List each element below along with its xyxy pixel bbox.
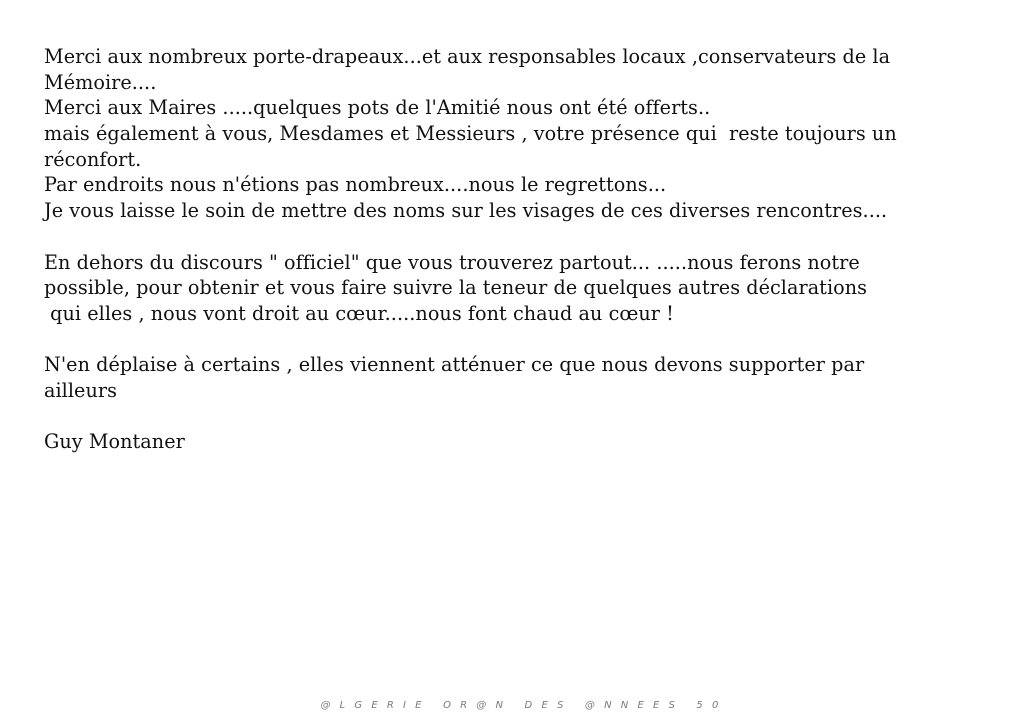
letter-line-3: Merci aux Maires .....quelques pots de l'Amitié nous ont été offerts.. xyxy=(44,96,711,120)
paragraph-gap xyxy=(44,404,994,430)
letter-line-4: mais également à vous, Mesdames et Messieurs , votre présence qui reste toujours un xyxy=(44,122,897,146)
paragraph-gap xyxy=(44,327,994,353)
paragraph-gap xyxy=(44,224,994,250)
footer-watermark: @LGERIE OR@N DES @NNEES 50 xyxy=(320,700,728,711)
letter-line-14: ailleurs xyxy=(44,378,117,402)
letter-line-9: En dehors du discours " officiel" que vous trouverez partout... .....nous ferons notre xyxy=(44,250,860,274)
letter-line-5: réconfort. xyxy=(44,147,142,171)
letter-line-2: Mémoire.... xyxy=(44,70,157,94)
letter-line-1: Merci aux nombreux porte-drapeaux...et aux responsables locaux ,conservateurs de la xyxy=(44,45,891,68)
letter-body xyxy=(44,44,994,455)
signature: Guy Montaner xyxy=(44,430,185,454)
letter-line-6: Par endroits nous n'étions pas nombreux....nous le regrettons... xyxy=(44,173,667,197)
letter-line-7: Je vous laisse le soin de mettre des noms sur les visages de ces diverses rencontres.... xyxy=(44,199,888,223)
letter-line-13: N'en déplaise à certains , elles viennent atténuer ce que nous devons supporter par xyxy=(44,353,865,377)
letter-line-11: qui elles , nous vont droit au cœur.....nous font chaud au cœur ! xyxy=(44,301,674,325)
letter-line-10: possible, pour obtenir et vous faire suivre la teneur de quelques autres déclarations xyxy=(44,276,868,300)
